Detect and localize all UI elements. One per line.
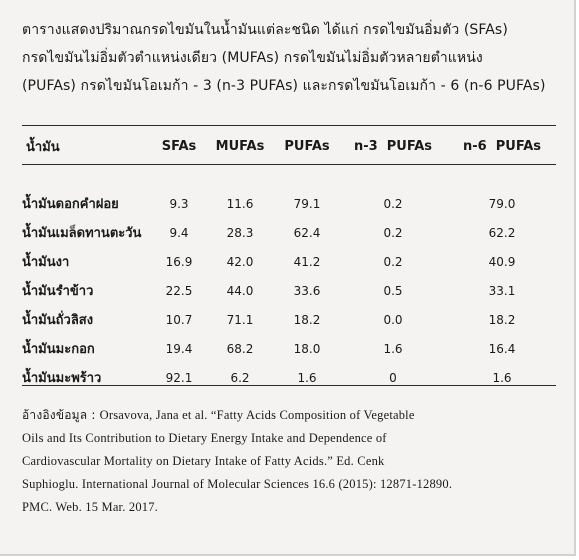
n3-pufas-cell: 0.2 bbox=[383, 225, 403, 240]
sfas-cell: 9.4 bbox=[169, 225, 189, 240]
pufas-cell: 18.2 bbox=[293, 312, 321, 327]
column-header-pufas: PUFAs bbox=[284, 138, 330, 154]
table-row bbox=[22, 247, 556, 276]
n6-pufas-cell: 18.2 bbox=[488, 312, 516, 327]
table-row bbox=[22, 276, 556, 305]
reference-prefix: อ้างอิงข้อมูล : bbox=[22, 408, 100, 422]
table-row bbox=[22, 305, 556, 334]
reference-line-2: Oils and Its Contribution to Dietary Energy Intake and Dependence of bbox=[22, 431, 387, 445]
oil-name-cell: น้ำมันรำข้าว bbox=[22, 284, 94, 299]
column-header-n3-pufas: n-3 PUFAs bbox=[353, 138, 433, 154]
header-rule bbox=[22, 164, 556, 165]
n6-pufas-cell: 40.9 bbox=[488, 254, 516, 269]
n6-pufas-cell: 33.1 bbox=[488, 283, 516, 298]
pufas-cell: 33.6 bbox=[293, 283, 321, 298]
n3-pufas-cell: 0.2 bbox=[383, 254, 403, 269]
column-header-n6-pufas: n-6 PUFAs bbox=[462, 138, 542, 154]
reference-text-1: Orsavova, Jana et al. “Fatty Acids Composition of Vegetable bbox=[99, 408, 415, 422]
column-header-mufas: MUFAs bbox=[215, 138, 265, 154]
n6-pufas-cell: 79.0 bbox=[488, 196, 516, 211]
oil-name-cell: น้ำมันมะพร้าว bbox=[22, 371, 102, 386]
caption-line-2: กรดไขมันไม่อิ่มตัวตำแหน่งเดียว (MUFAs) กรดไขมันไม่อิ่มตัวหลายตำแหน่ง bbox=[22, 50, 483, 66]
caption-line-1: ตารางแสดงปริมาณกรดไขมันในน้ำมันแต่ละชนิด ได้แก่ กรดไขมันอิ่มตัว (SFAs) bbox=[22, 22, 508, 38]
table-body bbox=[22, 160, 556, 392]
table-row bbox=[22, 218, 556, 247]
mufas-cell: 68.2 bbox=[226, 341, 254, 356]
top-rule bbox=[22, 125, 556, 126]
table-row bbox=[22, 334, 556, 363]
oil-name-cell: น้ำมันมะกอก bbox=[22, 342, 95, 357]
table-caption bbox=[22, 16, 562, 100]
mufas-cell: 44.0 bbox=[226, 283, 254, 298]
sfas-cell: 19.4 bbox=[165, 341, 193, 356]
pufas-cell: 1.6 bbox=[297, 370, 317, 385]
n3-pufas-cell: 0.2 bbox=[383, 196, 403, 211]
sfas-cell: 22.5 bbox=[165, 283, 193, 298]
sfas-cell: 10.7 bbox=[165, 312, 193, 327]
reference-line-4: Suphioglu. International Journal of Molecular Sciences 16.6 (2015): 12871-12890. bbox=[22, 477, 453, 491]
sfas-cell: 92.1 bbox=[165, 370, 193, 385]
sfas-cell: 16.9 bbox=[165, 254, 193, 269]
n3-pufas-cell: 0.5 bbox=[383, 283, 403, 298]
sfas-cell: 9.3 bbox=[169, 196, 189, 211]
mufas-cell: 71.1 bbox=[226, 312, 254, 327]
n3-pufas-cell: 0.0 bbox=[383, 312, 403, 327]
pufas-cell: 18.0 bbox=[293, 341, 321, 356]
oil-name-cell: น้ำมันเมล็ดทานตะวัน bbox=[22, 226, 142, 241]
n3-pufas-cell: 0 bbox=[389, 370, 397, 385]
reference-line-1 bbox=[22, 404, 556, 427]
mufas-cell: 6.2 bbox=[230, 370, 250, 385]
n6-pufas-cell: 1.6 bbox=[492, 370, 512, 385]
n3-pufas-cell: 1.6 bbox=[383, 341, 403, 356]
reference-line-5: PMC. Web. 15 Mar. 2017. bbox=[22, 500, 159, 514]
table-row bbox=[22, 189, 556, 218]
mufas-cell: 28.3 bbox=[226, 225, 254, 240]
reference-note bbox=[22, 404, 556, 519]
reference-line-3: Cardiovascular Mortality on Dietary Intake of Fatty Acids.” Ed. Cenk bbox=[22, 454, 385, 468]
caption-line-3: (PUFAs) กรดไขมันโอเมก้า - 3 (n-3 PUFAs) และกรดไขมันโอเมก้า - 6 (n-6 PUFAs) bbox=[22, 78, 546, 94]
n6-pufas-cell: 62.2 bbox=[488, 225, 516, 240]
oil-name-cell: น้ำมันงา bbox=[22, 255, 70, 270]
mufas-cell: 11.6 bbox=[226, 196, 254, 211]
column-header-oil: น้ำมัน bbox=[26, 139, 60, 155]
oil-name-cell: น้ำมันดอกคำฝอย bbox=[22, 197, 119, 212]
fatty-acid-table bbox=[22, 132, 556, 392]
column-header-sfas: SFAs bbox=[161, 138, 197, 154]
pufas-cell: 79.1 bbox=[293, 196, 321, 211]
mufas-cell: 42.0 bbox=[226, 254, 254, 269]
n6-pufas-cell: 16.4 bbox=[488, 341, 516, 356]
pufas-cell: 62.4 bbox=[293, 225, 321, 240]
oil-name-cell: น้ำมันถั่วลิสง bbox=[22, 313, 94, 328]
table-row bbox=[22, 363, 556, 392]
pufas-cell: 41.2 bbox=[293, 254, 321, 269]
table-header-row bbox=[22, 132, 556, 160]
bottom-rule bbox=[22, 385, 556, 386]
